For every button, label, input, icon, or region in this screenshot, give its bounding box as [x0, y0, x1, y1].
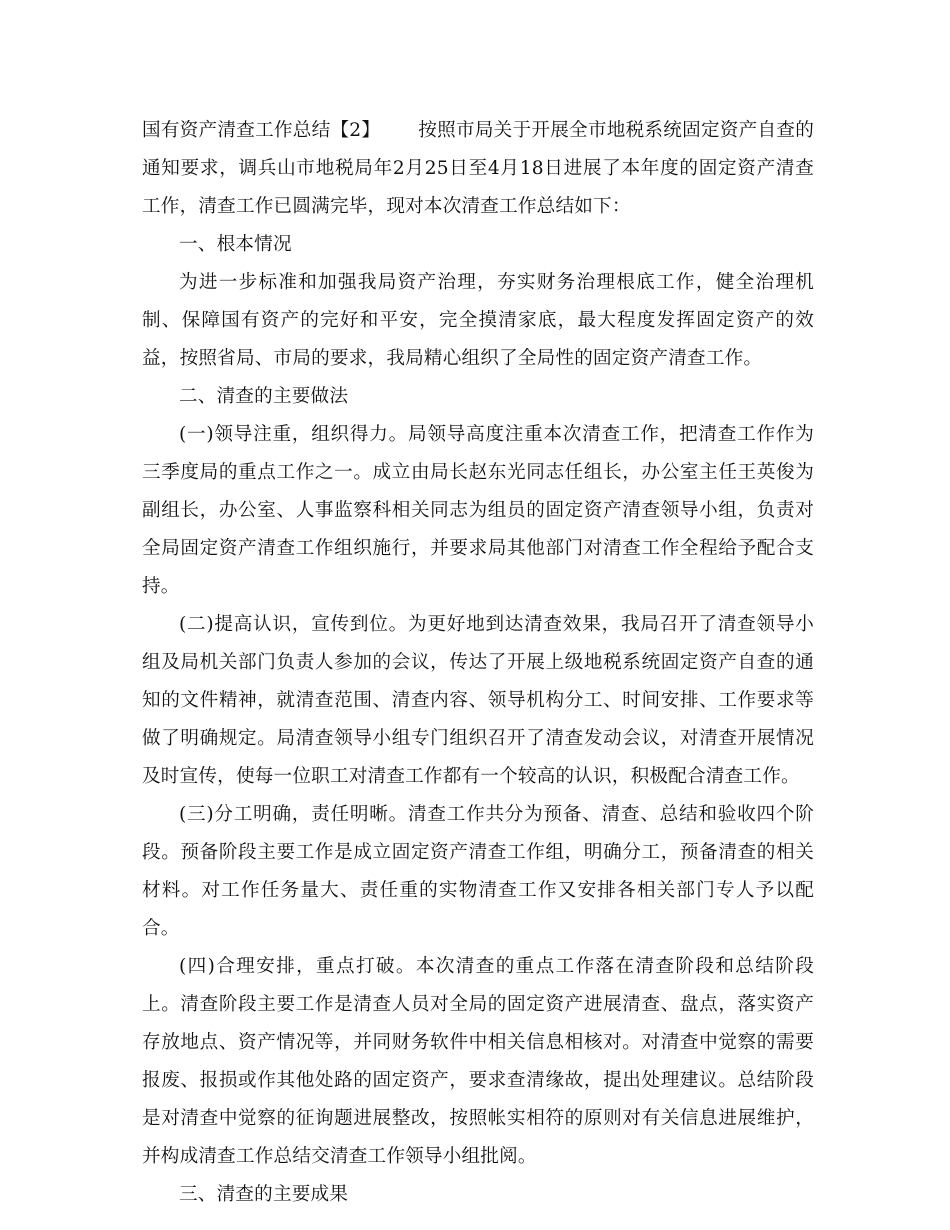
paragraph-method-2: (二)提高认识，宣传到位。为更好地到达清查效果，我局召开了清查领导小组及局机关部门负责人参加的会议，传达了开展上级地税系统固定资产自查的通知的文件精神，就清查范围、清查内容、领导机构分工、时间安排、工作要求等做了明确规定。局清查领导小组专门组织召开了清查发动会议，对清查开展情况及时宣传，使每一位职工对清查工作都有一个较高的认识，积极配合清查工作。 — [142, 614, 814, 787]
section-heading-1: 一、根本情况 — [179, 234, 292, 255]
section-heading-3: 三、清查的主要成果 — [179, 1184, 349, 1205]
intro-text: 按照市局关于开展全市地税系统固定资产自查的通知要求，调兵山市地税局年2月25日至4月18日进展了本年度的固定资产清查工作，清查工作已圆满完毕，现对本次清查工作总结如下： — [142, 120, 814, 217]
document-title: 国有资产清查工作总结【2】 — [142, 120, 381, 141]
paragraph-method-3: (三)分工明确，责任明晰。清查工作共分为预备、清查、总结和验收四个阶段。预备阶段主要工作是成立固定资产清查工作组，明确分工，预备清查的相关材料。对工作任务量大、责任重的实物清查工作又安排各相关部门专人予以配合。 — [142, 804, 814, 939]
paragraph-method-4: (四)合理安排，重点打破。本次清查的重点工作落在清查阶段和总结阶段上。清查阶段主要工作是清查人员对全局的固定资产进展清查、盘点，落实资产存放地点、资产情况等，并同财务软件中相关信息相核对。对清查中觉察的需要报废、报损或作其他处路的固定资产，要求查清缘故，提出处理建议。总结阶段是对清查中觉察的征询题进展整改，按照帐实相符的原则对有关信息进展维护，并构成清查工作总结交清查工作领导小组批阅。 — [142, 956, 814, 1167]
paragraph-method-1: (一)领导注重，组织得力。局领导高度注重本次清查工作，把清查工作作为三季度局的重点工作之一。成立由局长赵东光同志任组长，办公室主任王英俊为副组长，办公室、人事监察科相关同志为组员的固定资产清查领导小组，负责对全局固定资产清查工作组织施行，并要求局其他部门对清查工作全程给予配合支持。 — [142, 424, 814, 597]
opening-paragraph — [142, 112, 814, 226]
section-heading-2: 二、清查的主要做法 — [179, 386, 349, 407]
document-body — [142, 112, 814, 1214]
paragraph-basic-situation: 为进一步标准和加强我局资产治理，夯实财务治理根底工作，健全治理机制、保障国有资产的完好和平安，完全摸清家底，最大程度发挥固定资产的效益，按照省局、市局的要求，我局精心组织了全局性的固定资产清查工作。 — [142, 272, 814, 369]
